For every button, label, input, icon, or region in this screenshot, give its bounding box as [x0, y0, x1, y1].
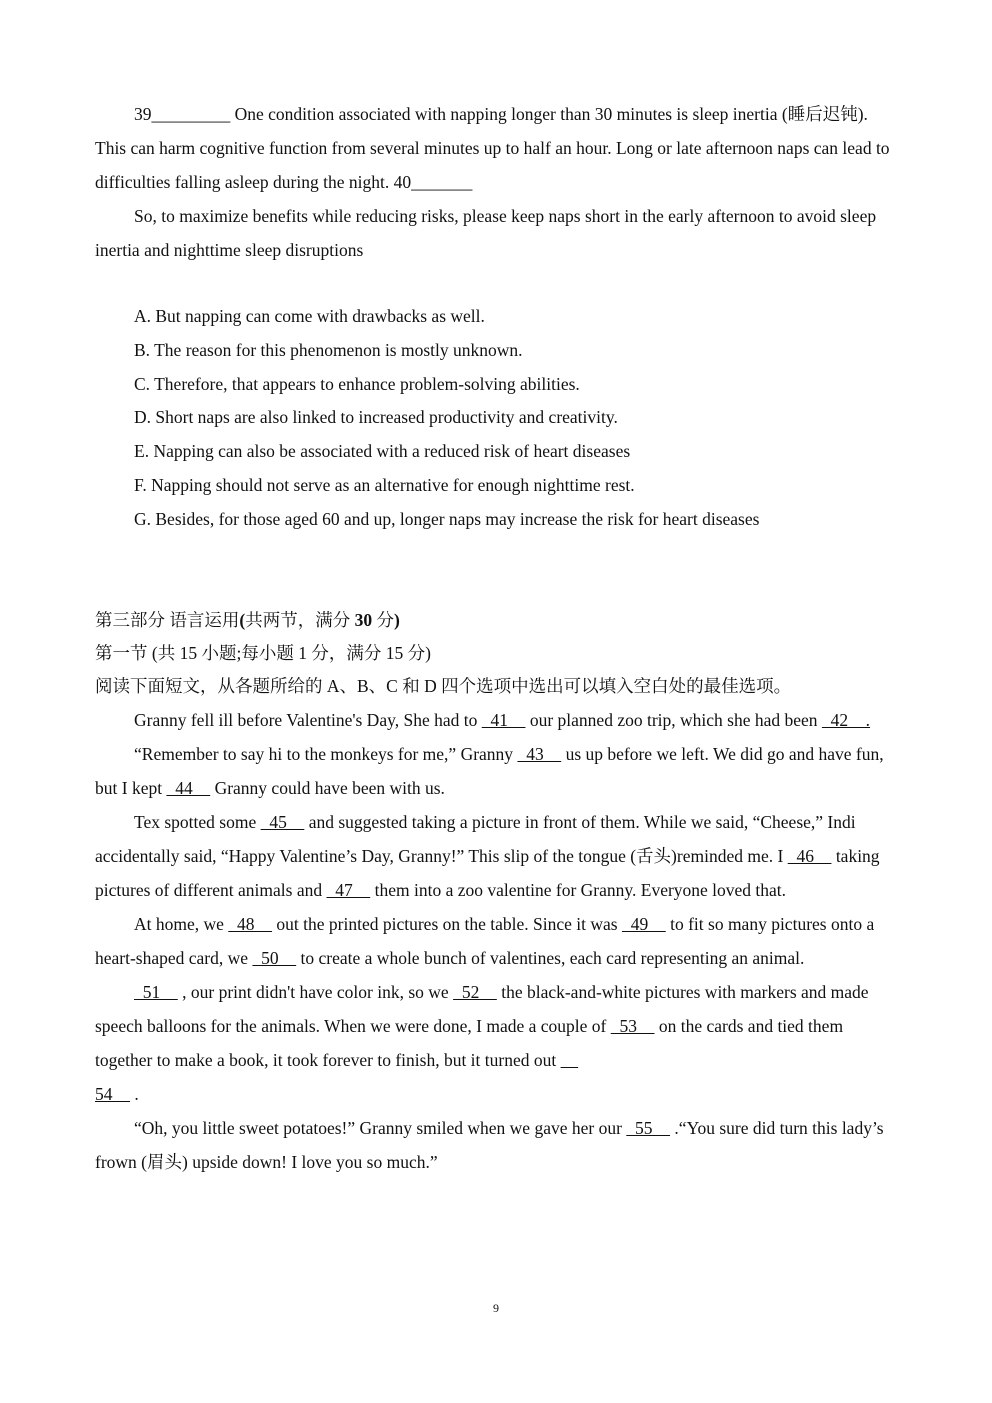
section-heading: 第三部分 语言运用(共两节，满分 30 分) — [95, 609, 400, 630]
option-g: G. Besides, for those aged 60 and up, longer naps may increase the risk for heart diseases — [134, 508, 760, 529]
option-a: A. But napping can come with drawbacks as well. — [134, 306, 485, 326]
cloze-paragraph-3: Tex spotted some 45 and suggested taking a picture in front of them. While we said, “Cheese,” Indi accidentally said, “Happy Valentine’s Day, Granny!” This slip of the tongue (舌头)reminded me. I 46 taking pictures of different animals and 47 them into a zoo valentine for Granny. Everyone loved that. — [95, 811, 880, 900]
document-page — [95, 97, 895, 1179]
blank-44[interactable]: 44 — [166, 777, 211, 798]
question-number-40: 40 — [393, 172, 412, 192]
blank-51[interactable]: 51 — [134, 981, 178, 1002]
blank-54[interactable]: 54 — [95, 1083, 113, 1104]
cloze-paragraph-1: Granny fell ill before Valentine's Day, She had to 41 our planned zoo trip, which she had been 42 . — [134, 709, 871, 730]
blank-42[interactable]: 42 . — [821, 709, 871, 730]
blank-40[interactable]: _______ — [411, 172, 473, 192]
blank-52[interactable]: 52 — [453, 981, 497, 1002]
question-number-39: 39 — [134, 104, 152, 124]
blank-43[interactable]: 43 — [517, 743, 562, 764]
blank-46[interactable]: 46 — [787, 845, 832, 866]
option-b: B. The reason for this phenomenon is mostly unknown. — [134, 339, 523, 360]
paragraph-39 — [95, 97, 895, 199]
cloze-paragraph-2: “Remember to say hi to the monkeys for me,” Granny 43 us up before we left. We did go and have fun, but I kept 44 Granny could have been with us. — [95, 743, 884, 798]
option-d: D. Short naps are also linked to increased productivity and creativity. — [134, 407, 618, 428]
option-f: F. Napping should not serve as an alternative for enough nighttime rest. — [134, 474, 635, 495]
blank-50[interactable]: 50 — [252, 947, 297, 968]
blank-39[interactable]: _________ — [151, 104, 231, 124]
blank-48[interactable]: 48 — [228, 913, 273, 934]
cloze-paragraph-4: At home, we 48 out the printed pictures on the table. Since it was 49 to fit so many pictures onto a heart-shaped card, we 50 to create a whole bunch of valentines, each card representing an animal. — [95, 913, 875, 968]
blank-49[interactable]: 49 — [621, 913, 666, 934]
options-list — [95, 300, 895, 537]
blank-53[interactable]: 53 — [610, 1015, 655, 1036]
page-number: 9 — [493, 1301, 499, 1315]
blank-41[interactable]: 41 — [481, 709, 526, 730]
option-e: E. Napping can also be associated with a reduced risk of heart diseases — [134, 441, 631, 462]
subsection-heading: 第一节 (共 15 小题;每小题 1 分，满分 15 分) — [95, 642, 431, 663]
cloze-paragraph-5: 51 , our print didn't have color ink, so we 52 the black-and-white pictures with markers and made speech balloons for the animals. When we were done, I made a couple of 53 on the cards and tied them together to make a book, it took forever to finish, but it turned out 54 . — [95, 981, 869, 1104]
instructions: 阅读下面短文，从各题所给的 A、B、C 和 D 四个选项中选出可以填入空白处的最佳选项。 — [95, 675, 792, 696]
paragraph-conclusion: So, to maximize benefits while reducing risks, please keep naps short in the early afternoon to avoid sleep inertia and nighttime sleep disruptions — [95, 206, 877, 260]
option-c: C. Therefore, that appears to enhance problem-solving abilities. — [134, 373, 580, 394]
paragraph-39-text: One condition associated with napping longer than 30 minutes is sleep inertia (睡后迟钝). This can harm cognitive function from several minutes up to half an hour. Long or late afternoon naps can lead to difficulties falling asleep during the night. — [95, 104, 890, 192]
cloze-paragraph-6: “Oh, you little sweet potatoes!” Granny smiled when we gave her our 55 .“You sure did turn this lady’s frown (眉头) upside down! I love you so much.” — [95, 1117, 884, 1172]
blank-47[interactable]: 47 — [326, 879, 371, 900]
blank-55[interactable]: 55 — [626, 1117, 671, 1138]
blank-45[interactable]: 45 — [260, 811, 305, 832]
